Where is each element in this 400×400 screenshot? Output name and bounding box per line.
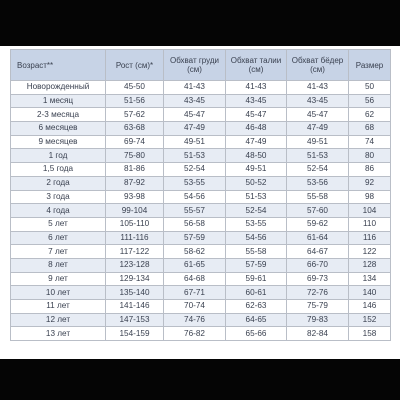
cell-chest: 51-53	[164, 149, 226, 163]
cell-size: 56	[349, 94, 391, 108]
cell-height: 105-110	[106, 217, 164, 231]
cell-chest: 74-76	[164, 313, 226, 327]
cell-size: 140	[349, 286, 391, 300]
cell-hips: 82-84	[287, 327, 349, 341]
cell-waist: 53-55	[226, 217, 287, 231]
cell-hips: 43-45	[287, 94, 349, 108]
cell-waist: 54-56	[226, 231, 287, 245]
cell-waist: 47-49	[226, 135, 287, 149]
cell-hips: 53-56	[287, 176, 349, 190]
cell-size: 50	[349, 81, 391, 95]
table-row	[11, 300, 391, 314]
cell-size: 152	[349, 313, 391, 327]
cell-waist: 57-59	[226, 258, 287, 272]
cell-size: 110	[349, 217, 391, 231]
cell-hips: 61-64	[287, 231, 349, 245]
cell-chest: 70-74	[164, 300, 226, 314]
cell-height: 45-50	[106, 81, 164, 95]
cell-hips: 49-51	[287, 135, 349, 149]
table-row	[11, 149, 391, 163]
cell-size: 80	[349, 149, 391, 163]
cell-height: 63-68	[106, 122, 164, 136]
cell-size: 104	[349, 204, 391, 218]
table-row	[11, 135, 391, 149]
cell-waist: 60-61	[226, 286, 287, 300]
cell-height: 75-80	[106, 149, 164, 163]
cell-hips: 47-49	[287, 122, 349, 136]
cell-size: 146	[349, 300, 391, 314]
cell-age: 1,5 года	[11, 163, 106, 177]
cell-height: 51-56	[106, 94, 164, 108]
cell-size: 92	[349, 176, 391, 190]
cell-hips: 66-70	[287, 258, 349, 272]
cell-chest: 76-82	[164, 327, 226, 341]
cell-size: 86	[349, 163, 391, 177]
cell-age: 3 года	[11, 190, 106, 204]
cell-size: 134	[349, 272, 391, 286]
cell-size: 74	[349, 135, 391, 149]
table-row	[11, 190, 391, 204]
table-row	[11, 231, 391, 245]
table-row	[11, 245, 391, 259]
cell-waist: 41-43	[226, 81, 287, 95]
cell-hips: 79-83	[287, 313, 349, 327]
cell-chest: 52-54	[164, 163, 226, 177]
cell-size: 62	[349, 108, 391, 122]
cell-waist: 62-63	[226, 300, 287, 314]
cell-hips: 55-58	[287, 190, 349, 204]
cell-waist: 48-50	[226, 149, 287, 163]
table-row	[11, 163, 391, 177]
cell-height: 57-62	[106, 108, 164, 122]
cell-height: 87-92	[106, 176, 164, 190]
cell-chest: 45-47	[164, 108, 226, 122]
cell-hips: 69-73	[287, 272, 349, 286]
cell-chest: 54-56	[164, 190, 226, 204]
cell-hips: 51-53	[287, 149, 349, 163]
cell-waist: 55-58	[226, 245, 287, 259]
table-row	[11, 272, 391, 286]
header-age: Возраст**	[11, 50, 106, 81]
cell-waist: 43-45	[226, 94, 287, 108]
table-row	[11, 286, 391, 300]
header-hips: Обхват бёдер (см)	[287, 50, 349, 81]
header-chest: Обхват груди (см)	[164, 50, 226, 81]
table-row	[11, 108, 391, 122]
cell-waist: 64-65	[226, 313, 287, 327]
bottom-black-band	[0, 359, 400, 400]
cell-size: 158	[349, 327, 391, 341]
cell-age: 12 лет	[11, 313, 106, 327]
cell-chest: 56-58	[164, 217, 226, 231]
cell-waist: 50-52	[226, 176, 287, 190]
cell-height: 123-128	[106, 258, 164, 272]
cell-height: 117-122	[106, 245, 164, 259]
cell-age: 1 год	[11, 149, 106, 163]
table-row	[11, 313, 391, 327]
cell-age: 8 лет	[11, 258, 106, 272]
cell-age: 4 года	[11, 204, 106, 218]
cell-hips: 72-76	[287, 286, 349, 300]
cell-height: 99-104	[106, 204, 164, 218]
cell-hips: 45-47	[287, 108, 349, 122]
cell-hips: 57-60	[287, 204, 349, 218]
cell-size: 98	[349, 190, 391, 204]
cell-age: 1 месяц	[11, 94, 106, 108]
cell-size: 122	[349, 245, 391, 259]
cell-hips: 41-43	[287, 81, 349, 95]
cell-chest: 41-43	[164, 81, 226, 95]
cell-waist: 52-54	[226, 204, 287, 218]
cell-age: 9 лет	[11, 272, 106, 286]
cell-age: 2 года	[11, 176, 106, 190]
cell-hips: 64-67	[287, 245, 349, 259]
cell-hips: 59-62	[287, 217, 349, 231]
cell-height: 154-159	[106, 327, 164, 341]
table-row	[11, 94, 391, 108]
cell-waist: 46-48	[226, 122, 287, 136]
cell-height: 81-86	[106, 163, 164, 177]
cell-hips: 52-54	[287, 163, 349, 177]
cell-age: 13 лет	[11, 327, 106, 341]
header-height: Рост (см)*	[106, 50, 164, 81]
cell-chest: 49-51	[164, 135, 226, 149]
cell-age: 10 лет	[11, 286, 106, 300]
cell-age: 7 лет	[11, 245, 106, 259]
table-row	[11, 258, 391, 272]
cell-age: Новорожденный	[11, 81, 106, 95]
table-row	[11, 176, 391, 190]
cell-age: 2-3 месяца	[11, 108, 106, 122]
cell-height: 69-74	[106, 135, 164, 149]
size-chart-table	[10, 49, 391, 341]
table-row	[11, 327, 391, 341]
cell-chest: 58-62	[164, 245, 226, 259]
cell-age: 6 лет	[11, 231, 106, 245]
top-black-band	[0, 0, 400, 46]
cell-age: 11 лет	[11, 300, 106, 314]
table-header	[11, 50, 391, 81]
cell-age: 6 месяцев	[11, 122, 106, 136]
cell-chest: 53-55	[164, 176, 226, 190]
cell-chest: 67-71	[164, 286, 226, 300]
cell-waist: 45-47	[226, 108, 287, 122]
table-body	[11, 81, 391, 341]
cell-age: 9 месяцев	[11, 135, 106, 149]
cell-size: 128	[349, 258, 391, 272]
cell-height: 111-116	[106, 231, 164, 245]
header-size: Размер	[349, 50, 391, 81]
cell-height: 135-140	[106, 286, 164, 300]
cell-height: 93-98	[106, 190, 164, 204]
cell-chest: 43-45	[164, 94, 226, 108]
cell-waist: 51-53	[226, 190, 287, 204]
cell-chest: 57-59	[164, 231, 226, 245]
table-row	[11, 122, 391, 136]
cell-age: 5 лет	[11, 217, 106, 231]
cell-waist: 49-51	[226, 163, 287, 177]
cell-height: 141-146	[106, 300, 164, 314]
cell-size: 68	[349, 122, 391, 136]
cell-height: 147-153	[106, 313, 164, 327]
header-waist: Обхват талии (см)	[226, 50, 287, 81]
table-row	[11, 217, 391, 231]
cell-waist: 59-61	[226, 272, 287, 286]
cell-chest: 47-49	[164, 122, 226, 136]
cell-hips: 75-79	[287, 300, 349, 314]
cell-height: 129-134	[106, 272, 164, 286]
cell-chest: 64-68	[164, 272, 226, 286]
cell-size: 116	[349, 231, 391, 245]
table-row	[11, 81, 391, 95]
table-row	[11, 204, 391, 218]
cell-waist: 65-66	[226, 327, 287, 341]
cell-chest: 61-65	[164, 258, 226, 272]
cell-chest: 55-57	[164, 204, 226, 218]
